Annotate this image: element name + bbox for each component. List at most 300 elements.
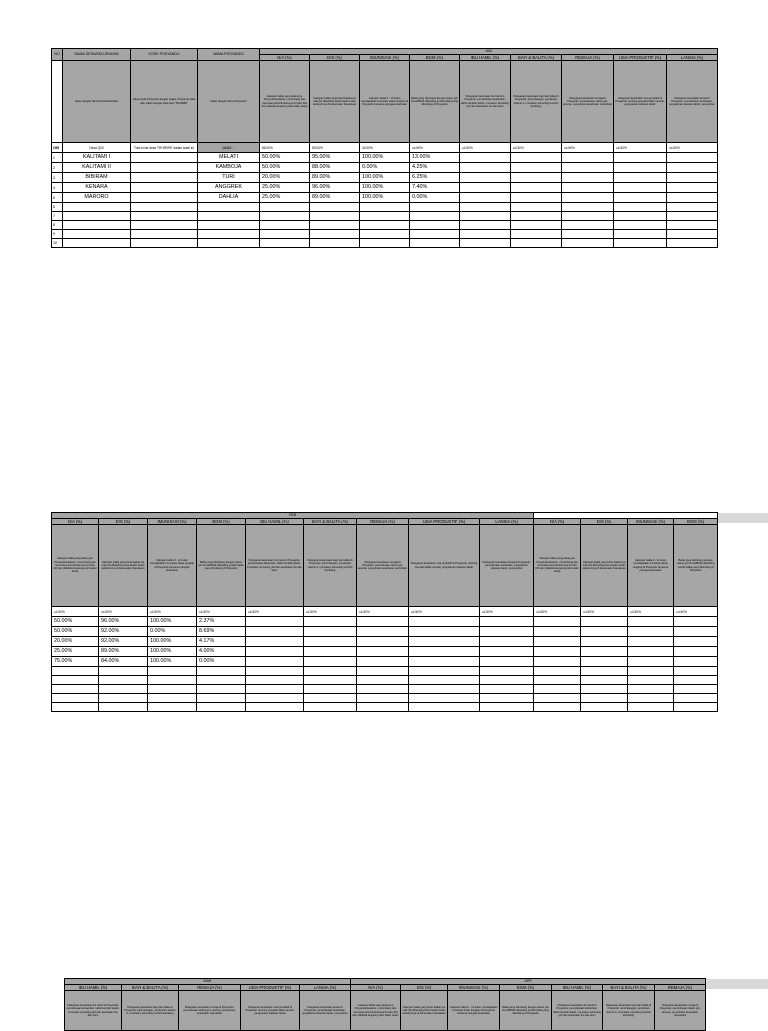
row-empty [614, 163, 667, 173]
row-empty [304, 667, 357, 676]
row-empty [357, 667, 409, 676]
indicator-description: Pelayanan kesehatan bayi dan balita di Posyandu: penimbangan, pemberian vitamin A, imunisasi, konseling tumbuh kembang [122, 991, 179, 1031]
row-value-imun [148, 694, 197, 703]
indicator-header: D/S (%) [99, 519, 148, 525]
row-empty [357, 627, 409, 637]
row-no: 2 [52, 163, 63, 173]
row-value-bgm: 0.00% [197, 657, 246, 667]
row-kode [131, 239, 198, 248]
row-value-ds [99, 667, 148, 676]
target-posyandu: NAMA ... [198, 143, 260, 153]
col-no: NO [52, 49, 63, 61]
target-value: 40.00% [360, 143, 410, 153]
indicator-header: BGM (%) [410, 55, 460, 61]
row-empty [667, 193, 718, 203]
row-value-ds [99, 676, 148, 685]
target-label: Desa Q00 [63, 143, 131, 153]
row-no: 9 [52, 230, 63, 239]
row-empty [562, 173, 614, 183]
row-value-bgm: 0.00% [410, 193, 460, 203]
month-header-feb: FEB [52, 513, 534, 519]
row-empty [511, 193, 562, 203]
row-empty [534, 676, 581, 685]
row-value-na: 50.00% [260, 153, 310, 163]
indicator-description: Balita yang ditimbang dengan status gizi buruk/BGM dibanding jumlah balita yang ditimbang di Posyandu [674, 525, 718, 607]
row-value-ds: 92.00% [99, 637, 148, 647]
row-empty [246, 637, 304, 647]
row-empty [534, 667, 581, 676]
indicator-description: Cakupan balita 0 - 11 bulan mendapatkan imunisasi dasar lengkap di Posyandu bersama petugas kesehatan [448, 991, 500, 1031]
row-empty [674, 694, 718, 703]
indicator-description: Cakupan balita 0 - 11 bulan mendapatkan imunisasi dasar lengkap di Posyandu bersama petugas kesehatan [628, 525, 674, 607]
row-empty [246, 617, 304, 627]
row-empty [674, 617, 718, 627]
table-row [52, 627, 718, 637]
indicator-header: LANSIA (%) [667, 55, 718, 61]
row-no: 8 [52, 221, 63, 230]
row-empty [628, 676, 674, 685]
indicator-header: D/S (%) [581, 519, 628, 525]
row-value-imun: 100.00% [360, 173, 410, 183]
row-empty [480, 617, 534, 627]
row-empty [614, 230, 667, 239]
row-value-na: 20.00% [52, 637, 99, 647]
row-empty [304, 703, 357, 712]
row-empty [511, 163, 562, 173]
target-value: ≤4.50% [534, 607, 581, 617]
target-marker: OB [52, 143, 63, 153]
row-value-ds [99, 685, 148, 694]
row-empty [614, 203, 667, 212]
row-empty [480, 637, 534, 647]
row-value-ds: 88.00% [310, 163, 360, 173]
row-desa: KALITAMI I [63, 153, 131, 163]
month-header-jan: JAN [260, 49, 718, 55]
row-empty [534, 617, 581, 627]
indicator-header: IBU HAMIL (%) [246, 519, 304, 525]
row-value-bgm: 6.25% [410, 173, 460, 183]
row-value-imun: 100.00% [360, 153, 410, 163]
row-value-imun: 0.00% [360, 163, 410, 173]
indicator-header: USIA PRODUKTIF (%) [409, 519, 480, 525]
row-value-na [52, 676, 99, 685]
indicator-header: LANSIA (%) [480, 519, 534, 525]
row-empty [409, 703, 480, 712]
target-value: ≤4.50% [480, 607, 534, 617]
row-kode [131, 183, 198, 193]
indicator-description: Cakupan balita yang berat badannya naik (N) dibanding berat badan bulan sebelumnya di kecamatan Kepulauan [401, 991, 448, 1031]
row-empty [628, 627, 674, 637]
table-row [52, 193, 718, 203]
row-empty [614, 173, 667, 183]
row-value-na [52, 694, 99, 703]
target-value: ≤4.50% [667, 143, 718, 153]
table-row [52, 703, 718, 712]
month-header-apr: APR [351, 979, 706, 985]
row-empty [246, 657, 304, 667]
row-desa: KENARA [63, 183, 131, 193]
row-value-imun [360, 230, 410, 239]
indicator-header: REMAJA (%) [562, 55, 614, 61]
indicator-description: Pelayanan kesehatan bayi dan balita di Posyandu: penimbangan, pemberian vitamin A, imunisasi, konseling tumbuh kembang [511, 61, 562, 143]
row-empty [357, 685, 409, 694]
indicator-header: LANSIA (%) [300, 985, 351, 991]
row-value-ds: 96.00% [99, 617, 148, 627]
row-no: 5 [52, 193, 63, 203]
row-empty [357, 676, 409, 685]
table-row [52, 183, 718, 193]
indicator-description: Pelayanan kesehatan ibu hamil di Posyandu: pemeriksaan kehamilan, tablet tambah darah, imunisasi, konseling gizi dan kesehatan ibu dan janin [552, 991, 603, 1031]
row-value-ds: 89.00% [99, 647, 148, 657]
target-value: ≤4.50% [357, 607, 409, 617]
row-empty [409, 617, 480, 627]
row-value-na [260, 230, 310, 239]
row-value-bgm [197, 703, 246, 712]
row-desa [63, 203, 131, 212]
row-value-imun: 100.00% [148, 617, 197, 627]
row-empty [628, 647, 674, 657]
row-empty [674, 627, 718, 637]
row-empty [357, 617, 409, 627]
row-empty [511, 230, 562, 239]
row-empty [304, 617, 357, 627]
target-value: 59.00% [310, 143, 360, 153]
row-kode [131, 173, 198, 183]
indicator-header: USIA PRODUKTIF (%) [614, 55, 667, 61]
target-value: ≤4.50% [628, 607, 674, 617]
indicator-header: BGM (%) [500, 985, 552, 991]
row-empty [534, 657, 581, 667]
row-value-bgm: 2.37% [197, 617, 246, 627]
row-empty [581, 617, 628, 627]
row-empty [480, 657, 534, 667]
month-header-mar: MAR [65, 979, 351, 985]
row-value-bgm: 4.17% [197, 637, 246, 647]
row-kode [131, 163, 198, 173]
row-empty [511, 239, 562, 248]
row-empty [409, 637, 480, 647]
indicator-description: Pelayanan kesehatan remaja di Posyandu: pemeriksaan status gizi, anemia, penyuluhan kesehatan reproduksi [179, 991, 241, 1031]
row-posyandu: TURI [198, 173, 260, 183]
row-empty [674, 657, 718, 667]
row-value-imun: 100.00% [360, 193, 410, 203]
row-empty [674, 685, 718, 694]
indicator-header: D/S (%) [401, 985, 448, 991]
row-desa [63, 239, 131, 248]
row-empty [460, 183, 511, 193]
indicator-header: REMAJA (%) [655, 985, 706, 991]
row-no: 4 [52, 183, 63, 193]
indicator-description: Cakupan balita yang berat badannya naik (N) dibanding berat badan bulan sebelumnya di kecamatan Kepulauan [581, 525, 628, 607]
row-no: 1 [52, 153, 63, 163]
row-empty [562, 153, 614, 163]
row-empty [581, 637, 628, 647]
row-posyandu [198, 239, 260, 248]
indicator-description: Cakupan balita yang datang ke Posyandu/sasaran, menimbang dan mencatat pertumbuhannya di buku KIA dan (dikelola langsung oleh kader desa) [52, 525, 99, 607]
row-empty [674, 637, 718, 647]
row-value-na [52, 685, 99, 694]
row-desa: MARORO [63, 193, 131, 203]
row-no: 10 [52, 239, 63, 248]
table-row [52, 647, 718, 657]
row-empty [667, 230, 718, 239]
row-kode [131, 153, 198, 163]
indicator-description: Balita yang ditimbang dengan status gizi buruk/BGM dibanding jumlah balita yang ditimbang di Posyandu [500, 991, 552, 1031]
table-row [52, 230, 718, 239]
row-value-imun: 100.00% [148, 657, 197, 667]
row-empty [581, 657, 628, 667]
row-empty [614, 193, 667, 203]
side-gray-bar-bottom [705, 979, 768, 989]
row-value-ds: 92.00% [99, 627, 148, 637]
indicator-description: Balita yang ditimbang dengan status gizi buruk/BGM dibanding jumlah balita yang ditimbang di Posyandu [410, 61, 460, 143]
indicator-description: Pelayanan kesehatan usia produktif di Posyandu: skrining penyakit tidak menular, pengukuran tekanan darah [614, 61, 667, 143]
row-empty [628, 703, 674, 712]
desc-posyandu: Isikan dengan Nama Posyandu [198, 61, 260, 143]
row-empty [246, 647, 304, 657]
row-empty [304, 676, 357, 685]
row-value-ds: 89.00% [310, 173, 360, 183]
row-value-imun [148, 667, 197, 676]
target-value: ≤4.50% [304, 607, 357, 617]
row-value-imun: 0.00% [148, 627, 197, 637]
target-value: ≤4.50% [197, 607, 246, 617]
indicator-description: Balita yang ditimbang dengan status gizi buruk/BGM dibanding jumlah balita yang ditimbang di Posyandu [197, 525, 246, 607]
row-empty [409, 647, 480, 657]
row-value-bgm [197, 667, 246, 676]
row-value-ds [310, 221, 360, 230]
row-empty [304, 685, 357, 694]
row-empty [614, 153, 667, 163]
row-empty [534, 637, 581, 647]
row-value-na [52, 703, 99, 712]
indicator-description: Pelayanan kesehatan lansia di Posyandu: pemeriksaan kesehatan, pengukuran tekanan darah, penyuluhan [480, 525, 534, 607]
row-empty [480, 685, 534, 694]
indicator-description: Pelayanan kesehatan lansia di Posyandu: pemeriksaan kesehatan, pengukuran tekanan darah, penyuluhan [667, 61, 718, 143]
row-empty [562, 212, 614, 221]
table-row [52, 667, 718, 676]
row-value-bgm [197, 685, 246, 694]
row-value-na: 75.00% [52, 657, 99, 667]
row-posyandu [198, 221, 260, 230]
row-empty [480, 703, 534, 712]
table-row [52, 239, 718, 248]
row-empty [674, 703, 718, 712]
table-row [52, 163, 718, 173]
indicator-description: Cakupan balita yang berat badannya naik (N) dibanding berat badan bulan sebelumnya di kecamatan Kepulauan [99, 525, 148, 607]
row-empty [246, 676, 304, 685]
indicator-header: REMAJA (%) [179, 985, 241, 991]
row-kode [131, 230, 198, 239]
indicator-description: Cakupan balita 0 - 11 bulan mendapatkan imunisasi dasar lengkap di Posyandu bersama petugas kesehatan [148, 525, 197, 607]
row-empty [304, 657, 357, 667]
indicator-description: Pelayanan kesehatan usia produktif di Posyandu: skrining penyakit tidak menular, pengukuran tekanan darah [409, 525, 480, 607]
table-row [52, 153, 718, 163]
row-empty [667, 221, 718, 230]
indicator-header: IMUNISASI (%) [148, 519, 197, 525]
row-empty [246, 667, 304, 676]
row-empty [511, 183, 562, 193]
row-empty [614, 239, 667, 248]
row-empty [534, 703, 581, 712]
row-empty [246, 627, 304, 637]
row-value-imun [360, 239, 410, 248]
row-value-na [260, 221, 310, 230]
indicator-description: Pelayanan kesehatan bayi dan balita di Posyandu: penimbangan, pemberian vitamin A, imunisasi, konseling tumbuh kembang [304, 525, 357, 607]
row-empty [534, 694, 581, 703]
row-value-na: 50.00% [260, 163, 310, 173]
col-kode-posyandu: KODE POSYANDU [131, 49, 198, 61]
row-empty [304, 627, 357, 637]
row-value-imun [360, 212, 410, 221]
row-value-bgm: 8.69% [197, 627, 246, 637]
target-value: ≤4.50% [410, 143, 460, 153]
row-desa [63, 230, 131, 239]
row-empty [480, 667, 534, 676]
row-posyandu: MELATI [198, 153, 260, 163]
row-value-na: 50.00% [52, 617, 99, 627]
row-empty [460, 239, 511, 248]
target-value: ≤4.50% [99, 607, 148, 617]
indicator-header: N/A (%) [351, 985, 401, 991]
row-desa: BIBIRAM [63, 173, 131, 183]
indicator-header: N/A (%) [534, 519, 581, 525]
row-kode [131, 193, 198, 203]
row-value-bgm [410, 230, 460, 239]
row-value-na: 25.00% [260, 193, 310, 203]
row-empty [246, 685, 304, 694]
row-posyandu: DAHLIA [198, 193, 260, 203]
row-value-ds [99, 703, 148, 712]
row-value-na [52, 667, 99, 676]
target-value: ≤4.50% [614, 143, 667, 153]
indicator-description: Pelayanan kesehatan bayi dan balita di Posyandu: penimbangan, pemberian vitamin A, imunisasi, konseling tumbuh kembang [603, 991, 655, 1031]
table-row [52, 685, 718, 694]
row-value-imun: 100.00% [360, 183, 410, 193]
row-empty [581, 703, 628, 712]
row-value-bgm [410, 239, 460, 248]
indicator-description: Pelayanan kesehatan ibu hamil di Posyandu: pemeriksaan kehamilan, tablet tambah darah, imunisasi, konseling gizi dan kesehatan ibu dan janin [460, 61, 511, 143]
row-value-na [260, 212, 310, 221]
row-empty [409, 627, 480, 637]
row-empty [628, 667, 674, 676]
row-value-bgm [410, 221, 460, 230]
indicator-description: Pelayanan kesehatan remaja di Posyandu: pemeriksaan status gizi, anemia, penyuluhan kesehatan reproduksi [357, 525, 409, 607]
table-row [52, 694, 718, 703]
row-empty [480, 647, 534, 657]
target-value: ≤4.50% [674, 607, 718, 617]
row-posyandu [198, 212, 260, 221]
row-value-na: 20.00% [260, 173, 310, 183]
row-value-ds [310, 212, 360, 221]
indicator-header: IBU HAMIL (%) [65, 985, 122, 991]
target-value: ≤4.50% [52, 607, 99, 617]
indicator-header: BGM (%) [197, 519, 246, 525]
row-empty [460, 203, 511, 212]
row-empty [409, 657, 480, 667]
row-empty [674, 676, 718, 685]
row-desa: KALITAMI II [63, 163, 131, 173]
row-empty [409, 694, 480, 703]
row-value-na: 25.00% [260, 183, 310, 193]
target-value: ≤4.50% [409, 607, 480, 617]
indicator-header: BAYI & BALITA (%) [511, 55, 562, 61]
row-empty [460, 221, 511, 230]
row-empty [304, 647, 357, 657]
row-value-na [260, 239, 310, 248]
desc-desa: Isikan dengan Nama Desa/Kelurahan [63, 61, 131, 143]
row-empty [667, 239, 718, 248]
table-row [52, 221, 718, 230]
row-empty [357, 647, 409, 657]
row-empty [581, 694, 628, 703]
target-value: ≤4.50% [246, 607, 304, 617]
row-value-imun [360, 221, 410, 230]
target-value: ≤4.50% [581, 607, 628, 617]
row-empty [614, 212, 667, 221]
row-value-imun: 100.00% [148, 647, 197, 657]
row-empty [562, 163, 614, 173]
row-empty [581, 685, 628, 694]
row-empty [628, 637, 674, 647]
posyandu-table-mar [64, 978, 706, 1031]
target-kode: Tulis kode desa "99.99999" dalam tabel ini [131, 143, 198, 153]
row-empty [534, 647, 581, 657]
row-no: 3 [52, 173, 63, 183]
indicator-description: Pelayanan kesehatan usia produktif di Posyandu: skrining penyakit tidak menular, pengukuran tekanan darah [241, 991, 300, 1031]
row-value-bgm [197, 694, 246, 703]
row-empty [562, 239, 614, 248]
indicator-description: Cakupan balita yang datang ke Posyandu/sasaran, menimbang dan mencatat pertumbuhannya di buku KIA dan (dikelola langsung oleh kader desa) [534, 525, 581, 607]
side-gray-bar [717, 513, 768, 523]
indicator-header: N/A (%) [260, 55, 310, 61]
row-empty [581, 627, 628, 637]
row-value-bgm: 7.40% [410, 183, 460, 193]
row-empty [581, 667, 628, 676]
row-empty [614, 221, 667, 230]
indicator-header: IMUNISASI (%) [448, 985, 500, 991]
row-empty [511, 221, 562, 230]
row-empty [534, 685, 581, 694]
indicator-header: N/A (%) [52, 519, 99, 525]
row-empty [614, 183, 667, 193]
row-empty [357, 637, 409, 647]
row-value-imun [148, 676, 197, 685]
indicator-description: Pelayanan kesehatan remaja di Posyandu: pemeriksaan status gizi, anemia, penyuluhan kesehatan reproduksi [562, 61, 614, 143]
row-value-bgm: 13.00% [410, 153, 460, 163]
col-nama-posyandu: NAMA POSYANDU [198, 49, 260, 61]
row-empty [562, 183, 614, 193]
row-value-ds: 95.00% [310, 153, 360, 163]
indicator-description: Cakupan balita 0 - 11 bulan mendapatkan imunisasi dasar lengkap di Posyandu bersama petugas kesehatan [360, 61, 410, 143]
row-empty [246, 694, 304, 703]
indicator-description: Pelayanan kesehatan lansia di Posyandu: pemeriksaan kesehatan, pengukuran tekanan darah, penyuluhan [300, 991, 351, 1031]
row-empty [460, 230, 511, 239]
row-desa [63, 212, 131, 221]
row-empty [480, 627, 534, 637]
row-value-imun [148, 703, 197, 712]
row-empty [480, 694, 534, 703]
row-empty [562, 221, 614, 230]
posyandu-table-feb [51, 512, 718, 712]
indicator-description: Cakupan balita yang datang ke Posyandu/sasaran, menimbang dan mencatat pertumbuhannya di buku KIA dan (dikelola langsung oleh kader desa) [351, 991, 401, 1031]
table-row [52, 637, 718, 647]
row-empty [667, 203, 718, 212]
row-empty [562, 203, 614, 212]
row-empty [667, 183, 718, 193]
row-empty [667, 163, 718, 173]
target-value: ≤4.50% [511, 143, 562, 153]
